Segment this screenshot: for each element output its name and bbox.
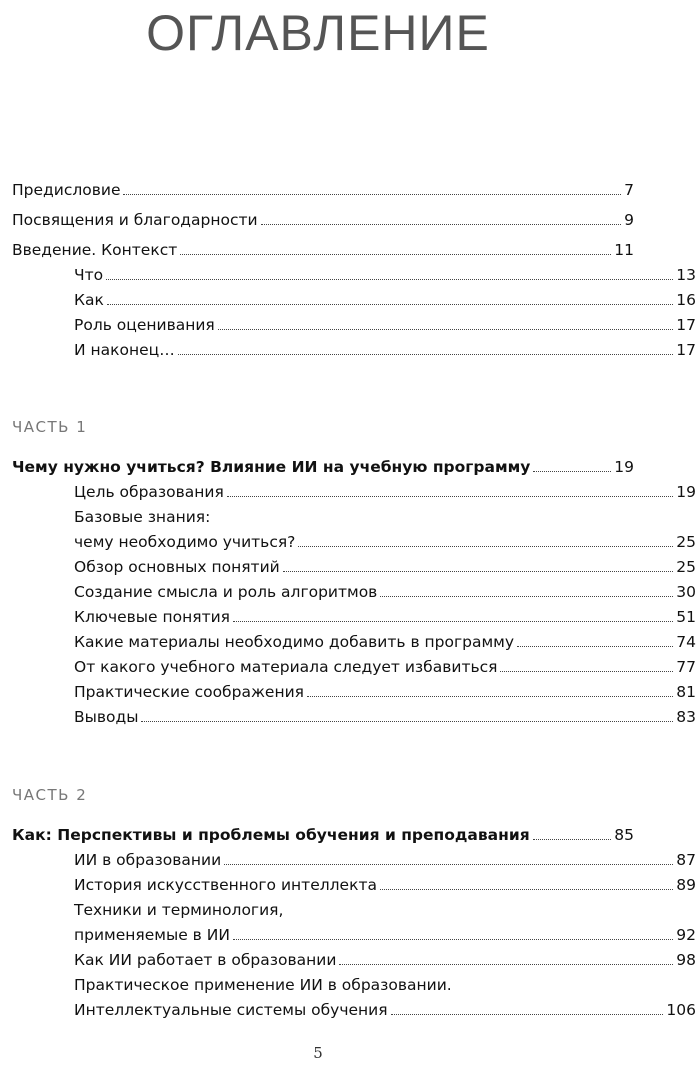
toc-entry-title: Как ИИ работает в образовании — [74, 951, 337, 969]
toc-entry-title: Предисловие — [12, 181, 121, 199]
toc-entry-page: 9 — [624, 211, 634, 229]
dot-leader — [233, 621, 673, 622]
dot-leader — [517, 646, 673, 647]
dot-leader — [380, 889, 673, 890]
toc-entry-title: применяемые в ИИ — [74, 926, 230, 944]
part-1-label: ЧАСТЬ 1 — [12, 418, 88, 436]
toc-entry-page: 74 — [676, 633, 696, 651]
page-title: ОГЛАВЛЕНИЕ — [146, 5, 490, 61]
toc-subentry[interactable] — [0, 578, 696, 602]
dot-leader — [106, 279, 673, 280]
toc-entry-page: 13 — [676, 266, 696, 284]
dot-leader — [141, 721, 673, 722]
dot-leader — [283, 571, 674, 572]
toc-subentry-line1[interactable]: Практическое применение ИИ в образовании. — [74, 976, 452, 994]
dot-leader — [391, 1014, 664, 1015]
toc-entry-page: 77 — [676, 658, 696, 676]
dot-leader — [178, 354, 674, 355]
toc-subentry-line1[interactable]: Базовые знания: — [74, 508, 211, 526]
toc-entry-title: Интеллектуальные системы обучения — [74, 1001, 388, 1019]
dot-leader — [307, 696, 673, 697]
toc-entry-page: 98 — [676, 951, 696, 969]
toc-subentry[interactable] — [0, 311, 696, 335]
dot-leader — [233, 939, 673, 940]
toc-subentry[interactable] — [0, 286, 696, 310]
toc-subentry[interactable] — [0, 946, 696, 970]
toc-entry-title: Обзор основных понятий — [74, 558, 280, 576]
dot-leader — [533, 839, 612, 840]
toc-entry-title: От какого учебного материала следует избавиться — [74, 658, 498, 676]
part-2-heading[interactable] — [0, 821, 634, 845]
dot-leader — [339, 964, 673, 965]
toc-subentry[interactable] — [0, 921, 696, 945]
toc-subentry[interactable] — [0, 996, 696, 1020]
dot-leader — [380, 596, 673, 597]
toc-entry-page: 30 — [676, 583, 696, 601]
toc-entry-page: 19 — [614, 458, 634, 476]
toc-entry-title: Цель образования — [74, 483, 224, 501]
toc-subentry-line1[interactable]: Техники и терминология, — [74, 901, 284, 919]
toc-entry-title: Ключевые понятия — [74, 608, 230, 626]
dot-leader — [298, 546, 673, 547]
toc-subentry[interactable] — [0, 261, 696, 285]
toc-entry-page: 17 — [676, 341, 696, 359]
dot-leader — [123, 194, 621, 195]
toc-entry[interactable] — [0, 206, 634, 230]
toc-entry-page: 85 — [614, 826, 634, 844]
toc-entry-title: чему необходимо учиться? — [74, 533, 296, 551]
toc-subentry[interactable] — [0, 336, 696, 360]
part-2-label: ЧАСТЬ 2 — [12, 786, 88, 804]
toc-entry-title: И наконец… — [74, 341, 175, 359]
toc-entry-title: Какие материалы необходимо добавить в программу — [74, 633, 515, 651]
toc-entry-title: Как: Перспективы и проблемы обучения и преподавания — [12, 826, 530, 844]
toc-entry-page: 87 — [676, 851, 696, 869]
dot-leader — [224, 864, 673, 865]
toc-entry-title: Как — [74, 291, 104, 309]
toc-entry-title: ИИ в образовании — [74, 851, 222, 869]
dot-leader — [218, 329, 674, 330]
toc-subentry[interactable] — [0, 703, 696, 727]
toc-entry-title: Посвящения и благодарности — [12, 211, 258, 229]
toc-entry-title: Выводы — [74, 708, 139, 726]
toc-entry-title: Введение. Контекст — [12, 241, 178, 259]
toc-entry[interactable] — [0, 176, 634, 200]
toc-entry-page: 106 — [666, 1001, 696, 1019]
dot-leader — [107, 304, 673, 305]
toc-entry-page: 92 — [676, 926, 696, 944]
toc-subentry[interactable] — [0, 653, 696, 677]
toc-entry-title: Чему нужно учиться? Влияние ИИ на учебную программу — [12, 458, 531, 476]
toc-entry-page: 11 — [614, 241, 634, 259]
toc-entry[interactable] — [0, 236, 634, 260]
toc-entry-page: 81 — [676, 683, 696, 701]
toc-subentry[interactable] — [0, 628, 696, 652]
toc-entry-title: История искусственного интеллекта — [74, 876, 377, 894]
dot-leader — [261, 224, 622, 225]
toc-subentry[interactable] — [0, 603, 696, 627]
toc-entry-page: 16 — [676, 291, 696, 309]
toc-entry-title: Что — [74, 266, 104, 284]
toc-subentry[interactable] — [0, 678, 696, 702]
toc-subentry[interactable] — [0, 553, 696, 577]
page-number: 5 — [313, 1044, 323, 1062]
dot-leader — [533, 471, 611, 472]
toc-subentry[interactable] — [0, 846, 696, 870]
toc-entry-page: 25 — [676, 533, 696, 551]
toc-subentry[interactable] — [0, 871, 696, 895]
toc-entry-title: Практические соображения — [74, 683, 304, 701]
toc-entry-page: 25 — [676, 558, 696, 576]
toc-entry-title: Роль оценивания — [74, 316, 215, 334]
toc-subentry[interactable] — [0, 478, 696, 502]
toc-entry-page: 17 — [676, 316, 696, 334]
toc-subentry[interactable] — [0, 528, 696, 552]
toc-entry-page: 19 — [676, 483, 696, 501]
toc-entry-page: 83 — [676, 708, 696, 726]
toc-entry-page: 51 — [676, 608, 696, 626]
toc-entry-page: 89 — [676, 876, 696, 894]
part-1-heading[interactable] — [0, 453, 634, 477]
dot-leader — [227, 496, 673, 497]
toc-entry-page: 7 — [624, 181, 634, 199]
dot-leader — [180, 254, 611, 255]
dot-leader — [500, 671, 673, 672]
toc-entry-title: Создание смысла и роль алгоритмов — [74, 583, 378, 601]
